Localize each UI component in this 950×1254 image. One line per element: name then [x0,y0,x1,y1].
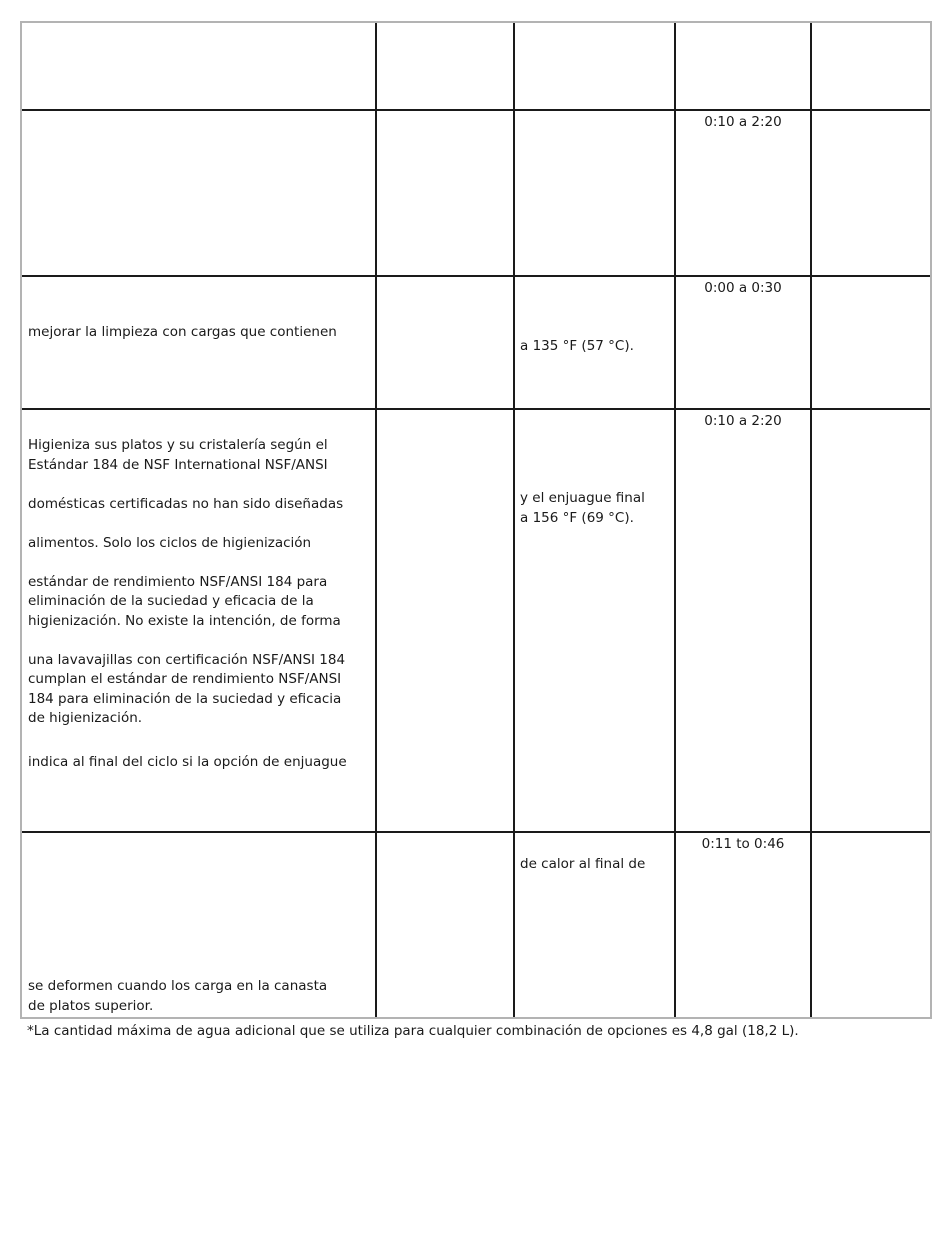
temperature-cell [520,489,645,528]
description-cell [28,323,337,343]
description-line: estándar de rendimiento NSF/ANSI 184 para [28,573,328,590]
row-divider [22,831,930,833]
temperature-cell [520,337,634,357]
cycle-time-cell: 0:10 a 2:20 [704,114,782,130]
description-line: se deformen cuando los carga en la canasta [28,978,328,994]
row-divider [22,275,930,277]
temperature-cell [520,855,645,875]
description-line: una lavavajillas con certificación NSF/ANSI 184 [28,651,346,668]
column-divider [674,23,676,1017]
description-line: mejorar la limpieza con cargas que contienen [28,324,337,340]
cycle-time-cell: 0:00 a 0:30 [704,280,782,296]
column-divider [810,23,812,1017]
description-line: Higieniza sus platos y su cristalería según el [28,437,328,453]
description-line: de higienización. [28,710,143,726]
description-line: Estándar 184 de NSF International NSF/ANSI [28,456,328,473]
row-divider [22,408,930,410]
description-line: cumplan el estándar de rendimiento NSF/ANSI [28,671,342,687]
column-divider [375,23,377,1017]
column-divider [513,23,515,1017]
row-divider [22,109,930,111]
description-line: de platos superior. [28,997,154,1014]
description-line: 184 para eliminación de la suciedad y eficacia [28,690,342,707]
cycle-time-cell: 0:11 to 0:46 [701,836,785,852]
options-table [20,21,932,1019]
temperature-line: de calor al final de [520,856,646,872]
description-line: eliminación de la suciedad y eficacia de la [28,593,314,609]
description-line: higienización. No existe la intención, de forma [28,612,341,629]
description-cell [28,977,327,1016]
description-line: domésticas certificadas no han sido diseñadas [28,495,344,512]
description-line: alimentos. Solo los ciclos de higienización [28,534,312,551]
temperature-line: a 156 °F (69 °C). [520,509,634,526]
cycle-time-cell: 0:10 a 2:20 [704,413,782,429]
temperature-line: a 135 °F (57 °C). [520,338,634,354]
footnote: *La cantidad máxima de agua adicional que se utiliza para cualquier combinación de opciones es 4,8 gal (18,2 L). [27,1023,799,1039]
description-cell [28,436,373,772]
temperature-line: y el enjuague final [520,490,645,506]
description-line: indica al final del ciclo si la opción de enjuague [28,753,347,770]
